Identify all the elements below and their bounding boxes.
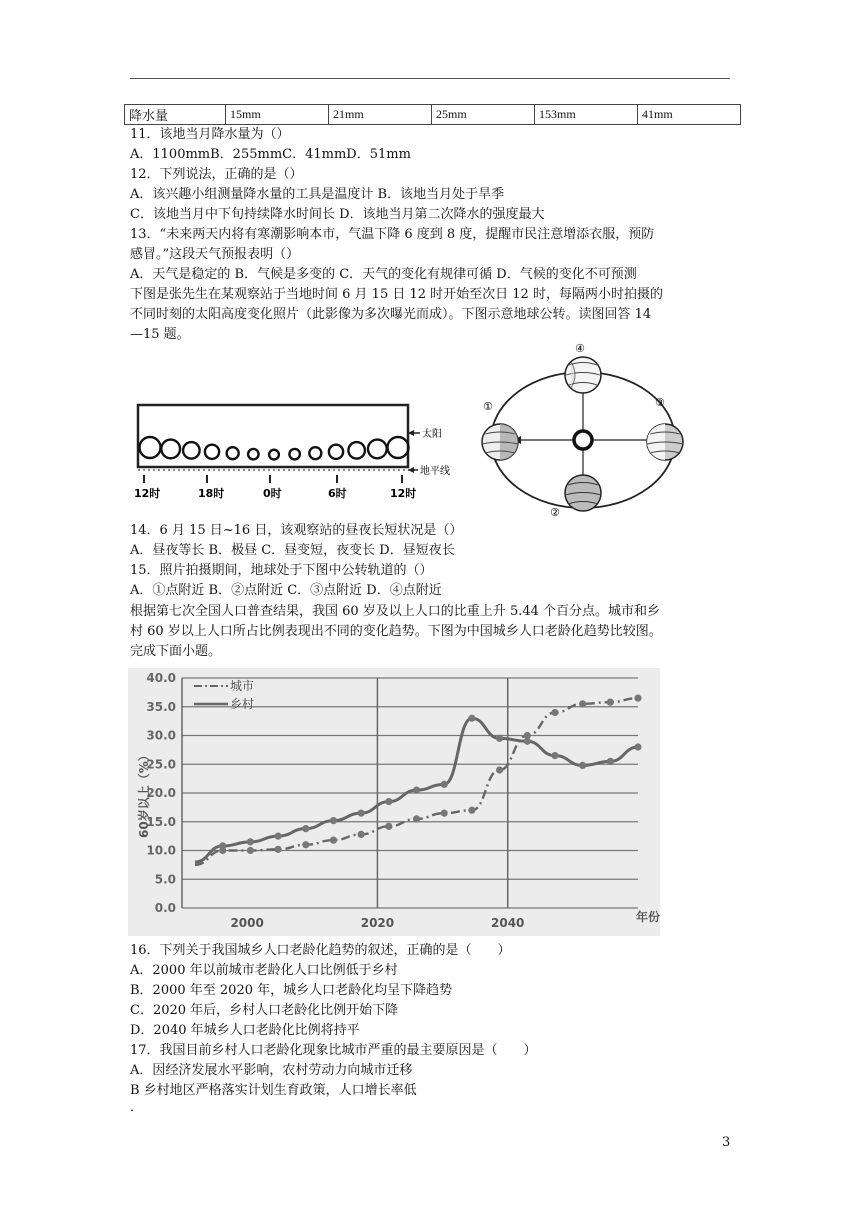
- legend-label-rural: 乡村: [230, 697, 255, 711]
- question-16-option-b: B．2000 年至 2020 年，城乡人口老龄化均呈下降趋势: [130, 983, 453, 998]
- orbit-point-label: ①: [483, 400, 493, 413]
- x-tick-label: 2040: [491, 916, 525, 930]
- intro-16-17-end: 完成下面小题。: [130, 644, 222, 659]
- table-cell: 25mm: [432, 105, 535, 125]
- table-cell: 41mm: [638, 105, 741, 125]
- y-tick-label: 25.0: [146, 757, 176, 772]
- sun-label: 太阳: [422, 429, 442, 440]
- question-15: 15．照片拍摄期间，地球处于下图中公转轨道的（）: [130, 563, 433, 578]
- table-cell: 21mm: [329, 105, 432, 125]
- earth-icon: [565, 475, 601, 511]
- data-point: [413, 787, 420, 794]
- question-14: 14．6 月 15 日~16 日，该观察站的昼夜长短状况是（）: [130, 523, 463, 538]
- y-tick-label: 0.0: [154, 901, 176, 915]
- question-17-option-a: A．因经济发展水平影响，农村劳动力向城市迁移: [130, 1063, 413, 1078]
- data-point: [607, 699, 614, 706]
- data-point: [385, 823, 392, 830]
- question-13-options: A．天气是稳定的 B．气候是多变的 C．天气的变化有规律可循 D．气候的变化不可预测: [130, 267, 637, 282]
- y-tick-label: 30.0: [146, 728, 176, 743]
- data-point: [330, 837, 337, 844]
- question-16: 16．下列关于我国城乡人口老龄化趋势的叙述，正确的是（ ）: [130, 943, 511, 958]
- table-header-cell: 降水量: [125, 105, 226, 125]
- sun-exposure-mark: [205, 445, 219, 459]
- tick-label: 0时: [263, 487, 282, 500]
- data-point: [358, 831, 365, 838]
- sun-exposure-mark: [348, 442, 365, 459]
- table-cell: 15mm: [226, 105, 329, 125]
- data-point: [358, 810, 365, 817]
- sun-exposure-mark: [161, 440, 180, 459]
- question-14-options: A．昼夜等长 B．极昼 C．昼变短，夜变长 D．昼短夜长: [130, 543, 455, 558]
- data-point: [274, 846, 281, 853]
- data-point: [274, 833, 281, 840]
- tick-label: 18时: [198, 487, 225, 500]
- data-point: [441, 810, 448, 817]
- data-point: [468, 715, 475, 722]
- data-point: [551, 709, 558, 716]
- orbit-point-label: ③: [655, 396, 665, 409]
- question-11: 11．该地当月降水量为（）: [130, 127, 290, 142]
- question-15-options: A．①点附近 B．②点附近 C．③点附近 D．④点附近: [130, 583, 442, 598]
- table-cell: 153mm: [535, 105, 638, 125]
- question-16-option-c: C．2020 年后，乡村人口老龄化比例开始下降: [130, 1003, 399, 1018]
- sun-exposure-mark: [388, 437, 409, 458]
- question-11-options: A．1100mmB．255mmC．41mmD．51mm: [130, 147, 411, 162]
- data-point: [524, 738, 531, 745]
- table-row: [125, 105, 741, 125]
- header-rule: [130, 78, 730, 79]
- data-point: [579, 700, 586, 707]
- sun-exposure-mark: [227, 447, 239, 459]
- data-point: [468, 807, 475, 814]
- aging-trend-chart: [128, 668, 660, 936]
- sun-exposure-mark: [140, 437, 161, 458]
- earth-orbit-figure: [475, 340, 705, 520]
- y-axis-label: 60岁以上（%）: [137, 749, 151, 838]
- question-13: 13．“未来两天内将有寒潮影响本市，气温下降 6 度到 8 度，提醒市民注意增添衣服，预防: [130, 227, 655, 242]
- data-point: [413, 815, 420, 822]
- orbit-point-label: ④: [575, 342, 585, 355]
- tick-label: 12时: [134, 487, 161, 500]
- data-point: [441, 781, 448, 788]
- y-tick-label: 40.0: [146, 671, 176, 685]
- intro-14-15-cont: 不同时刻的太阳高度变化照片（此影像为多次曝光而成）。下图示意地球公转。读图回答 14: [130, 307, 652, 322]
- precipitation-table: [124, 104, 741, 125]
- data-point: [247, 838, 254, 845]
- data-point: [302, 841, 309, 848]
- question-16-option-a: A．2000 年以前城市老龄化人口比例低于乡村: [130, 963, 398, 978]
- x-tick-label: 2000: [230, 916, 264, 930]
- data-point: [634, 695, 641, 702]
- sun-exposure-mark: [248, 449, 259, 460]
- intro-14-15: 下图是张先生在某观察站于当地时间 6 月 15 日 12 时开始至次日 12 时，每隔两小时拍摄的: [130, 287, 663, 302]
- data-point: [579, 762, 586, 769]
- tick-label: 12时: [390, 487, 417, 500]
- sun-exposure-mark: [183, 442, 200, 459]
- orbit-point-label: ②: [550, 506, 560, 519]
- sun-exposure-mark: [289, 449, 300, 460]
- sun-photo-figure: [130, 395, 470, 510]
- data-point: [496, 766, 503, 773]
- data-point: [302, 825, 309, 832]
- question-13-cont: 感冒。”这段天气预报表明（）: [130, 247, 300, 262]
- data-point: [634, 743, 641, 750]
- page-number: 3: [722, 1135, 731, 1150]
- data-point: [219, 842, 226, 849]
- sun-exposure-mark: [329, 445, 343, 459]
- photo-frame: [138, 405, 408, 467]
- question-12-options-ab: A．该兴趣小组测量降水量的工具是温度计 B．该地当月处于旱季: [130, 187, 505, 202]
- x-tick-label: 2020: [360, 916, 395, 930]
- question-17-option-b: B 乡村地区严格落实计划生育政策，人口增长率低: [130, 1083, 417, 1098]
- sun-exposure-mark: [309, 447, 321, 459]
- intro-16-17-cont: 村 60 岁以上人口所占比例表现出不同的变化趋势。下图为中国城乡人口老龄化趋势比较图。: [130, 624, 662, 639]
- data-point: [496, 735, 503, 742]
- legend-label-urban: 城市: [230, 679, 255, 693]
- horizon-label: 地平线: [420, 466, 450, 477]
- intro-16-17: 根据第七次全国人口普查结果，我国 60 岁及以上人口的比重上升 5.44 个百分点。城市和乡: [130, 604, 661, 619]
- data-point: [607, 758, 614, 765]
- y-tick-label: 5.0: [154, 872, 176, 887]
- y-tick-label: 20.0: [146, 786, 176, 800]
- y-tick-label: 35.0: [146, 699, 176, 714]
- x-axis-label: 年份: [636, 910, 660, 924]
- question-17: 17．我国目前乡村人口老龄化现象比城市严重的最主要原因是（ ）: [130, 1043, 537, 1058]
- data-point: [330, 817, 337, 824]
- y-tick-label: 10.0: [146, 843, 176, 858]
- data-point: [551, 752, 558, 759]
- intro-14-15-end: —15 题。: [130, 327, 190, 342]
- data-point: [247, 847, 254, 854]
- y-tick-label: 15.0: [146, 814, 176, 829]
- tick-label: 6时: [328, 487, 347, 500]
- sun-exposure-mark: [368, 440, 387, 459]
- sun-icon: [574, 431, 592, 449]
- sun-exposure-mark: [269, 450, 279, 460]
- trailing-mark: ．: [130, 1100, 144, 1115]
- data-point: [385, 798, 392, 805]
- question-12: 12．下列说法，正确的是（）: [130, 167, 303, 182]
- question-16-option-d: D．2040 年城乡人口老龄化比例将持平: [130, 1023, 360, 1038]
- question-12-options-cd: C．该地当月中下旬持续降水时间长 D．该地当月第二次降水的强度最大: [130, 207, 545, 222]
